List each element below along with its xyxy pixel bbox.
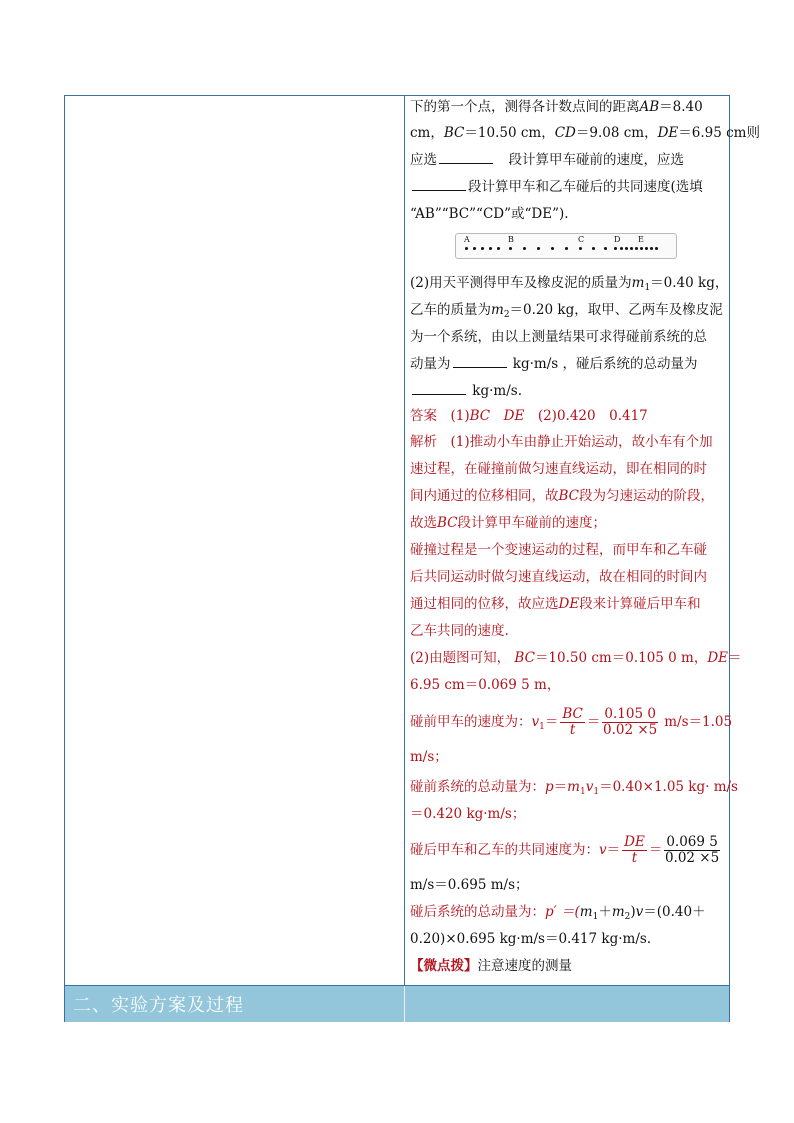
formula-eq: ＝ bbox=[553, 779, 568, 795]
q-var-de: DE bbox=[657, 125, 679, 141]
tape-dot bbox=[509, 247, 512, 250]
tape-dot bbox=[537, 247, 540, 250]
tip-label: 【微点拨】 bbox=[410, 958, 478, 974]
fraction-denominator: t bbox=[569, 722, 576, 738]
q-var-cd: CD bbox=[554, 125, 576, 141]
q-text: (2)用天平测得甲车及橡皮泥的质量为 bbox=[410, 275, 632, 291]
analysis-line-4 bbox=[410, 514, 606, 532]
q-text: ＝9.08 cm， bbox=[575, 125, 658, 141]
formula-v1 bbox=[410, 706, 732, 743]
formula-eq: ＝ bbox=[648, 842, 663, 858]
q-options: “AB”“BC”“CD”或“DE”). bbox=[410, 206, 569, 222]
analysis-line-5 bbox=[410, 541, 707, 559]
analysis-text: 碰撞过程是一个变速运动的过程，而甲车和乙车碰 bbox=[410, 542, 707, 558]
tape-label-c: C bbox=[578, 235, 585, 244]
analysis-var: DE bbox=[558, 596, 580, 612]
tape-dot bbox=[565, 247, 568, 250]
ticker-tape-figure bbox=[455, 233, 677, 259]
analysis-text: ＝10.50 cm＝0.105 0 m， bbox=[534, 650, 708, 666]
left-cell-empty bbox=[65, 96, 404, 985]
analysis-var: DE bbox=[707, 650, 729, 666]
formula-eq: ＝ bbox=[586, 714, 601, 730]
analysis-text: 通过相同的位移，故应选 bbox=[410, 596, 559, 612]
analysis-text: 段来计算碰后甲车和 bbox=[579, 596, 701, 612]
fraction-numeric bbox=[602, 707, 658, 738]
q-var-m: m bbox=[631, 275, 645, 291]
tape-dot bbox=[625, 247, 628, 250]
analysis-text: (2)由题图可知， bbox=[410, 650, 511, 666]
tip-text: 注意速度的测量 bbox=[477, 958, 572, 974]
analysis-line-2 bbox=[410, 460, 707, 478]
formula-result: ＝0.40×1.05 kg· m/s bbox=[599, 779, 738, 795]
formula-var: m bbox=[567, 779, 580, 795]
q-text: 乙车的质量为 bbox=[410, 302, 491, 318]
answer-blank-4 bbox=[412, 382, 466, 395]
answer-label: 答案 bbox=[410, 408, 437, 424]
analysis-var: BC bbox=[558, 488, 580, 504]
footer-divider bbox=[404, 986, 405, 1022]
tape-dot bbox=[620, 247, 623, 250]
fraction-de-over-t bbox=[622, 835, 647, 866]
tape-dot bbox=[497, 247, 500, 250]
formula-op: ＋ bbox=[598, 904, 612, 920]
formula-op: ) bbox=[630, 904, 636, 920]
answer-text: (1) bbox=[450, 408, 470, 424]
q-sub: 1 bbox=[644, 283, 651, 293]
formula-p bbox=[410, 778, 738, 801]
q-text: ＝0.40 kg， bbox=[650, 275, 729, 291]
question-line-4 bbox=[410, 178, 703, 196]
analysis-line-1 bbox=[410, 433, 713, 451]
analysis-text: 碰前甲车的速度为： bbox=[410, 714, 532, 730]
analysis-text: 段为匀速运动的阶段， bbox=[579, 488, 715, 504]
tape-dot bbox=[473, 247, 476, 250]
formula-v1-unit bbox=[410, 748, 448, 766]
tape-label-e: E bbox=[638, 235, 644, 244]
tape-dot bbox=[579, 247, 582, 250]
analysis-text: 乙车共同的速度. bbox=[410, 623, 509, 639]
q-text: kg·m/s ，碰后系统的总动量为 bbox=[512, 356, 698, 372]
question-line-1 bbox=[410, 98, 703, 116]
tape-dot bbox=[655, 247, 658, 250]
analysis-text: 碰后甲车和乙车的共同速度为： bbox=[410, 842, 599, 858]
formula-p-prime bbox=[410, 903, 706, 926]
tape-dot bbox=[650, 247, 653, 250]
analysis-line-7 bbox=[410, 595, 701, 613]
analysis-text: 6.95 cm＝0.069 5 m， bbox=[410, 677, 561, 693]
right-cell-content bbox=[410, 96, 760, 985]
tape-dot bbox=[614, 247, 617, 250]
answer-line bbox=[410, 407, 648, 425]
answer-blank-2 bbox=[412, 178, 466, 191]
question-line-2 bbox=[410, 124, 760, 142]
tape-dot bbox=[489, 247, 492, 250]
content-table bbox=[64, 95, 760, 1022]
formula-var: p bbox=[545, 779, 554, 795]
formula-var: v bbox=[635, 904, 644, 920]
formula-var: v bbox=[585, 779, 594, 795]
fraction-numerator: BC bbox=[562, 706, 583, 722]
formula-p-result bbox=[410, 805, 525, 823]
answer-var: DE bbox=[503, 408, 525, 424]
formula-eq: ＝ bbox=[606, 842, 621, 858]
formula-sub: 1 bbox=[592, 912, 599, 922]
fraction-numerator: 0.105 0 bbox=[604, 706, 656, 722]
tape-dot bbox=[465, 247, 468, 250]
analysis-line-8 bbox=[410, 622, 509, 640]
formula-result: ＝(0.40＋ bbox=[643, 904, 706, 920]
question2-line-3 bbox=[410, 328, 707, 346]
q-text: ＝8.40 bbox=[659, 99, 703, 115]
section-title: 二、实验方案及过程 bbox=[73, 995, 244, 1016]
analysis-text: (1)推动小车由静止开始运动，故小车有个加 bbox=[450, 434, 713, 450]
analysis-text: 碰后系统的总动量为： bbox=[410, 904, 545, 920]
tape-label-a: A bbox=[464, 235, 470, 244]
q-sub: 2 bbox=[503, 310, 510, 320]
tape-label-d: D bbox=[614, 235, 621, 244]
formula-result: ＝0.420 kg·m/s； bbox=[410, 806, 526, 822]
formula-var: p′ ＝( bbox=[545, 904, 580, 920]
tape-dot bbox=[523, 247, 526, 250]
tape-dot bbox=[604, 247, 607, 250]
formula-sub: 1 bbox=[539, 722, 545, 732]
analysis-line-10 bbox=[410, 676, 560, 694]
tape-dot bbox=[481, 247, 484, 250]
fraction-denominator: 0.02 ×5 bbox=[603, 722, 658, 738]
q-text: 下的第一个点，测得各计数点间的距离 bbox=[410, 99, 640, 115]
q-var-ab: AB bbox=[639, 99, 660, 115]
q-text: ＝0.20 kg，取甲、乙两车及橡皮泥 bbox=[509, 302, 723, 318]
analysis-line-6 bbox=[410, 568, 707, 586]
fraction-numerator: DE bbox=[624, 834, 645, 850]
analysis-text: 段计算甲车碰前的速度； bbox=[457, 515, 607, 531]
q-text: cm， bbox=[410, 125, 444, 141]
formula-v-result bbox=[410, 876, 529, 894]
analysis-text: 碰前系统的总动量为： bbox=[410, 779, 545, 795]
analysis-text: ＝ bbox=[728, 650, 742, 666]
formula-v bbox=[410, 834, 722, 866]
formula-var: m bbox=[579, 904, 593, 920]
tape-dot bbox=[640, 247, 643, 250]
tape-dot bbox=[551, 247, 554, 250]
analysis-line-3 bbox=[410, 487, 714, 505]
q-text: 动量为 bbox=[410, 356, 451, 372]
analysis-var: BC bbox=[514, 650, 535, 666]
analysis-text: 速过程，在碰撞前做匀速直线运动，即在相同的时 bbox=[410, 461, 707, 477]
q-var-m: m bbox=[491, 302, 504, 318]
question-line-5 bbox=[410, 205, 569, 223]
q-text: 段计算甲车和乙车碰后的共同速度(选填 bbox=[468, 179, 703, 195]
column-divider bbox=[404, 96, 405, 985]
analysis-text: 故选 bbox=[410, 515, 437, 531]
answer-text: (2)0.420 0.417 bbox=[537, 408, 648, 424]
question-line-3 bbox=[410, 151, 684, 169]
formula-result: m/s＝0.695 m/s； bbox=[410, 877, 529, 893]
formula-result: m/s＝1.05 bbox=[664, 714, 733, 730]
question2-line-1 bbox=[410, 274, 728, 297]
analysis-text: 后共同运动时做匀速直线运动，故在相同的时间内 bbox=[410, 569, 707, 585]
fraction-bc-over-t bbox=[560, 707, 585, 738]
fraction-denominator: t bbox=[631, 850, 638, 866]
formula-sub: 2 bbox=[624, 912, 631, 922]
answer-var: BC bbox=[469, 408, 491, 424]
question2-line-5 bbox=[410, 382, 522, 400]
question2-line-4 bbox=[410, 355, 697, 373]
tape-dot bbox=[592, 247, 595, 250]
answer-blank-3 bbox=[453, 355, 507, 368]
formula-eq: ＝ bbox=[544, 714, 559, 730]
formula-var: v bbox=[599, 842, 607, 858]
formula-var: m bbox=[611, 904, 625, 920]
analysis-text: 间内通过的位移相同，故 bbox=[410, 488, 559, 504]
fraction-numerator: 0.069 5 bbox=[666, 834, 718, 850]
q-text: 段计算甲车碰前的速度，应选 bbox=[508, 152, 684, 168]
analysis-label: 解析 bbox=[410, 434, 437, 450]
q-text: ＝6.95 cm则 bbox=[678, 125, 760, 141]
tape-dot bbox=[630, 247, 633, 250]
q-text: 为一个系统，由以上测量结果可求得碰前系统的总 bbox=[410, 329, 707, 345]
formula-sub: 1 bbox=[593, 787, 600, 797]
formula-sub: 1 bbox=[579, 787, 586, 797]
q-text: kg·m/s. bbox=[472, 383, 522, 399]
analysis-var: BC bbox=[437, 515, 458, 531]
q-text: 应选 bbox=[410, 152, 437, 168]
formula-unit: m/s； bbox=[410, 749, 448, 765]
tape-label-b: B bbox=[508, 235, 514, 244]
fraction-denominator: 0.02 ×5 bbox=[664, 850, 720, 866]
formula-var: v bbox=[531, 714, 540, 730]
formula-p-prime-result bbox=[410, 930, 651, 948]
tape-dot bbox=[645, 247, 648, 250]
tip-line bbox=[410, 957, 572, 975]
formula-result: 0.20)×0.695 kg·m/s＝0.417 kg·m/s. bbox=[410, 931, 652, 947]
analysis-line-9 bbox=[410, 649, 742, 667]
section-header-row bbox=[65, 985, 729, 1022]
answer-blank-1 bbox=[439, 151, 493, 164]
q-var-bc: BC bbox=[443, 125, 465, 141]
fraction-numeric bbox=[664, 835, 720, 866]
tape-dot bbox=[635, 247, 638, 250]
question2-line-2 bbox=[410, 301, 723, 324]
q-text: ＝10.50 cm， bbox=[464, 125, 555, 141]
